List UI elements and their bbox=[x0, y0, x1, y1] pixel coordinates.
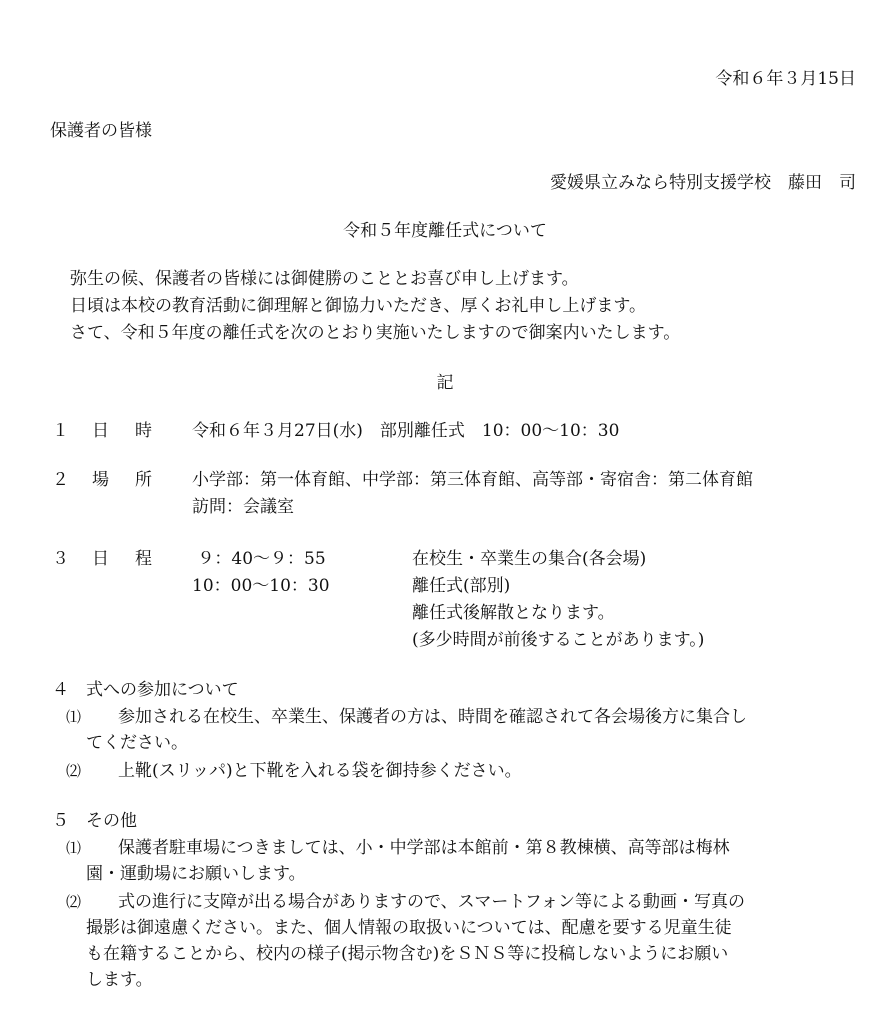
sub-line: 園・運動場にお願いします。 bbox=[86, 864, 306, 884]
greeting-line: さて、令和５年度の離任式を次のとおり実施いたしますので御案内いたします。 bbox=[70, 323, 681, 343]
item-other bbox=[0, 808, 890, 1003]
item-datetime bbox=[0, 418, 890, 448]
item-label: 場 所 bbox=[92, 470, 152, 490]
item-number: ３ bbox=[52, 549, 69, 569]
sender: 愛媛県立みなら特別支援学校 藤田 司 bbox=[550, 173, 856, 193]
schedule-time: ９：40～９：55 bbox=[192, 549, 326, 569]
schedule-desc: 離任式後解散となります。 bbox=[412, 603, 615, 623]
schedule-descriptions bbox=[412, 546, 704, 654]
participation-heading: ４ 式への参加について bbox=[52, 680, 239, 700]
item-participation bbox=[0, 677, 890, 787]
item-label: 日 程 bbox=[92, 549, 152, 569]
sub-mark: ⑵ bbox=[66, 762, 82, 780]
place-line: 訪問：会議室 bbox=[192, 497, 294, 517]
document-date: 令和６年３月15日 bbox=[715, 69, 856, 89]
sub-line: 上靴(スリッパ)と下靴を入れる袋を御持参ください。 bbox=[118, 761, 522, 781]
other-heading: ５ その他 bbox=[52, 811, 137, 831]
participation-sub-1 bbox=[66, 704, 862, 756]
schedule-desc: (多少時間が前後することがあります。) bbox=[412, 630, 705, 650]
other-sub-2 bbox=[66, 889, 862, 993]
sub-line: 撮影は御遠慮ください。また、個人情報の取扱いについては、配慮を要する児童生徒 bbox=[86, 918, 732, 938]
sub-line: します。 bbox=[86, 970, 153, 990]
sub-line: も在籍することから、校内の様子(掲示物含む)をＳＮＳ等に投稿しないようにお願い bbox=[86, 944, 729, 964]
sub-mark: ⑴ bbox=[66, 708, 82, 726]
item-number: １ bbox=[52, 421, 69, 441]
schedule-desc: 在校生・卒業生の集合(各会場) bbox=[412, 549, 647, 569]
sub-line: 保護者駐車場につきましては、小・中学部は本館前・第８教棟横、高等部は梅林 bbox=[118, 838, 730, 858]
schedule-desc: 離任式(部別) bbox=[412, 576, 511, 596]
sub-mark: ⑵ bbox=[66, 893, 82, 911]
datetime-value: 令和６年３月27日(水) 部別離任式 10：00～10：30 bbox=[192, 421, 620, 441]
ki-heading: 記 bbox=[436, 373, 454, 393]
place-value bbox=[192, 467, 753, 521]
item-number: ２ bbox=[52, 470, 69, 490]
greeting-paragraph bbox=[70, 266, 680, 347]
item-schedule bbox=[0, 546, 890, 661]
greeting-line: 弥生の候、保護者の皆様には御健勝のこととお喜び申し上げます。 bbox=[70, 269, 579, 289]
participation-sub-2 bbox=[66, 758, 862, 784]
sub-line: 式の進行に支障が出る場合がありますので、スマートフォン等による動画・写真の bbox=[118, 892, 745, 912]
schedule-time: 10：00～10：30 bbox=[192, 576, 330, 596]
sub-line: てください。 bbox=[86, 733, 188, 753]
sub-line: 参加される在校生、卒業生、保護者の方は、時間を確認されて各会場後方に集合し bbox=[118, 707, 747, 727]
place-line: 小学部：第一体育館、中学部：第三体育館、高等部・寄宿舎：第二体育館 bbox=[192, 470, 753, 490]
schedule-times bbox=[192, 546, 330, 600]
item-place bbox=[0, 467, 890, 527]
other-sub-1 bbox=[66, 835, 862, 887]
greeting-line: 日頃は本校の教育活動に御理解と御協力いただき、厚くお礼申し上げます。 bbox=[70, 296, 646, 316]
sub-mark: ⑴ bbox=[66, 839, 82, 857]
item-label: 日 時 bbox=[92, 421, 152, 441]
recipient: 保護者の皆様 bbox=[50, 121, 152, 141]
document-title: 令和５年度離任式について bbox=[343, 221, 547, 241]
